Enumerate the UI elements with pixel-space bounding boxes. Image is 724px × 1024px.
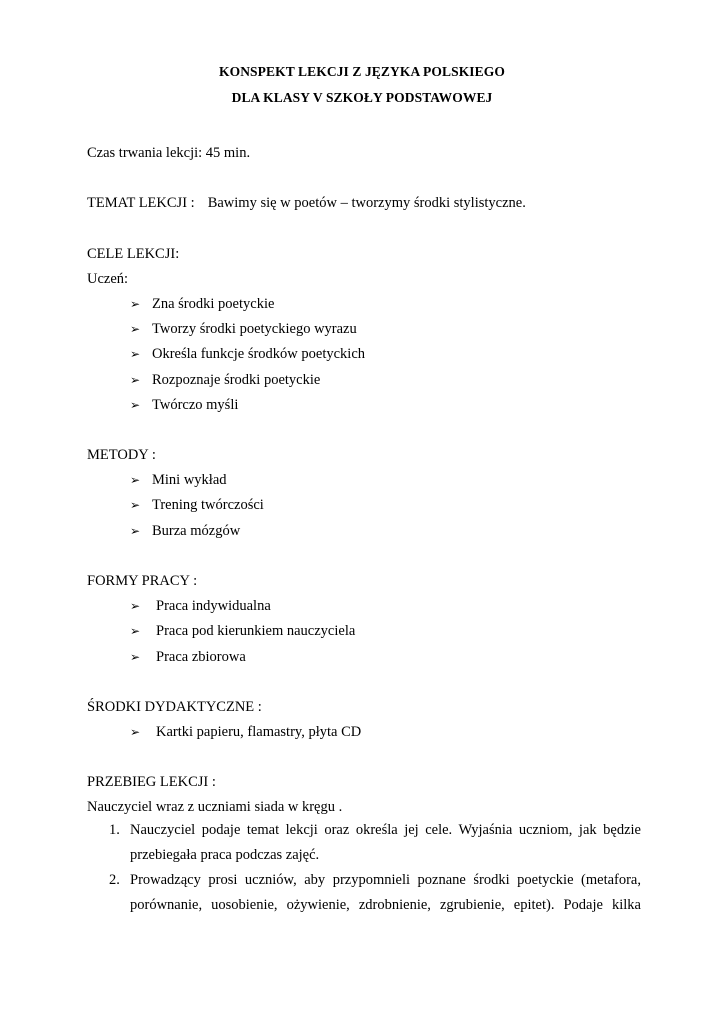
lesson-topic-label: TEMAT LEKCJI : [87, 195, 195, 211]
arrowhead-bullet-icon: ➢ [130, 347, 141, 361]
goal-item: ➢ Określa funkcje środków poetyckich [130, 346, 366, 362]
arrowhead-bullet-icon: ➢ [130, 498, 141, 512]
work-form-item: ➢ Praca zbiorowa [130, 649, 246, 665]
arrowhead-bullet-icon: ➢ [130, 398, 141, 412]
arrowhead-bullet-icon: ➢ [130, 373, 141, 387]
didactic-means-heading: ŚRODKI DYDAKTYCZNE : [87, 699, 262, 715]
arrowhead-bullet-icon: ➢ [130, 725, 141, 739]
arrowhead-bullet-icon: ➢ [130, 473, 141, 487]
goals-subheading: Uczeń: [87, 271, 129, 287]
lesson-step-text: Prowadzący prosi uczniów, aby przypomnieli poznane środki poetyckie (metafora, porównanie, uosobienie, ożywienie, zdrobnienie, zgrubienie, epitet). Podaje kilka [130, 872, 641, 913]
goal-item: ➢ Zna środki poetyckie [130, 296, 275, 312]
arrowhead-bullet-icon: ➢ [130, 599, 141, 613]
lesson-step-number: 1. [109, 822, 120, 838]
work-forms-heading: FORMY PRACY : [87, 573, 198, 589]
methods-heading: METODY : [87, 447, 156, 463]
work-form-item: ➢ Praca indywidualna [130, 598, 271, 614]
goal-item: ➢ Rozpoznaje środki poetyckie [130, 372, 321, 388]
lesson-step [109, 868, 641, 918]
didactic-means-item: ➢ Kartki papieru, flamastry, płyta CD [130, 724, 362, 740]
lesson-step-text: Nauczyciel podaje temat lekcji oraz określa jej cele. Wyjaśnia uczniom, jak będzie przebiegała praca podczas zajęć. [130, 822, 641, 863]
arrowhead-bullet-icon: ➢ [130, 650, 141, 664]
document-title-line-1: KONSPEKT LEKCJI Z JĘZYKA POLSKIEGO [219, 64, 505, 79]
arrowhead-bullet-icon: ➢ [130, 624, 141, 638]
goals-heading: CELE LEKCJI: [87, 246, 180, 262]
method-item: ➢ Burza mózgów [130, 523, 241, 539]
arrowhead-bullet-icon: ➢ [130, 524, 141, 538]
method-item: ➢ Trening twórczości [130, 497, 264, 513]
lesson-step [109, 818, 641, 868]
lesson-course-intro: Nauczyciel wraz z uczniami siada w kręgu . [87, 799, 343, 815]
arrowhead-bullet-icon: ➢ [130, 322, 141, 336]
lesson-step-number: 2. [109, 872, 120, 888]
goal-item: ➢ Tworzy środki poetyckiego wyrazu [130, 321, 357, 337]
lesson-topic-text: Bawimy się w poetów – tworzymy środki stylistyczne. [207, 195, 526, 211]
arrowhead-bullet-icon: ➢ [130, 297, 141, 311]
lesson-course-heading: PRZEBIEG LEKCJI : [87, 774, 216, 790]
method-item: ➢ Mini wykład [130, 472, 227, 488]
lesson-topic [87, 194, 526, 212]
lesson-duration: Czas trwania lekcji: 45 min. [87, 145, 251, 161]
work-form-item: ➢ Praca pod kierunkiem nauczyciela [130, 623, 356, 639]
document-title-line-2: DLA KLASY V SZKOŁY PODSTAWOWEJ [231, 90, 493, 105]
goal-item: ➢ Twórczo myśli [130, 397, 239, 413]
